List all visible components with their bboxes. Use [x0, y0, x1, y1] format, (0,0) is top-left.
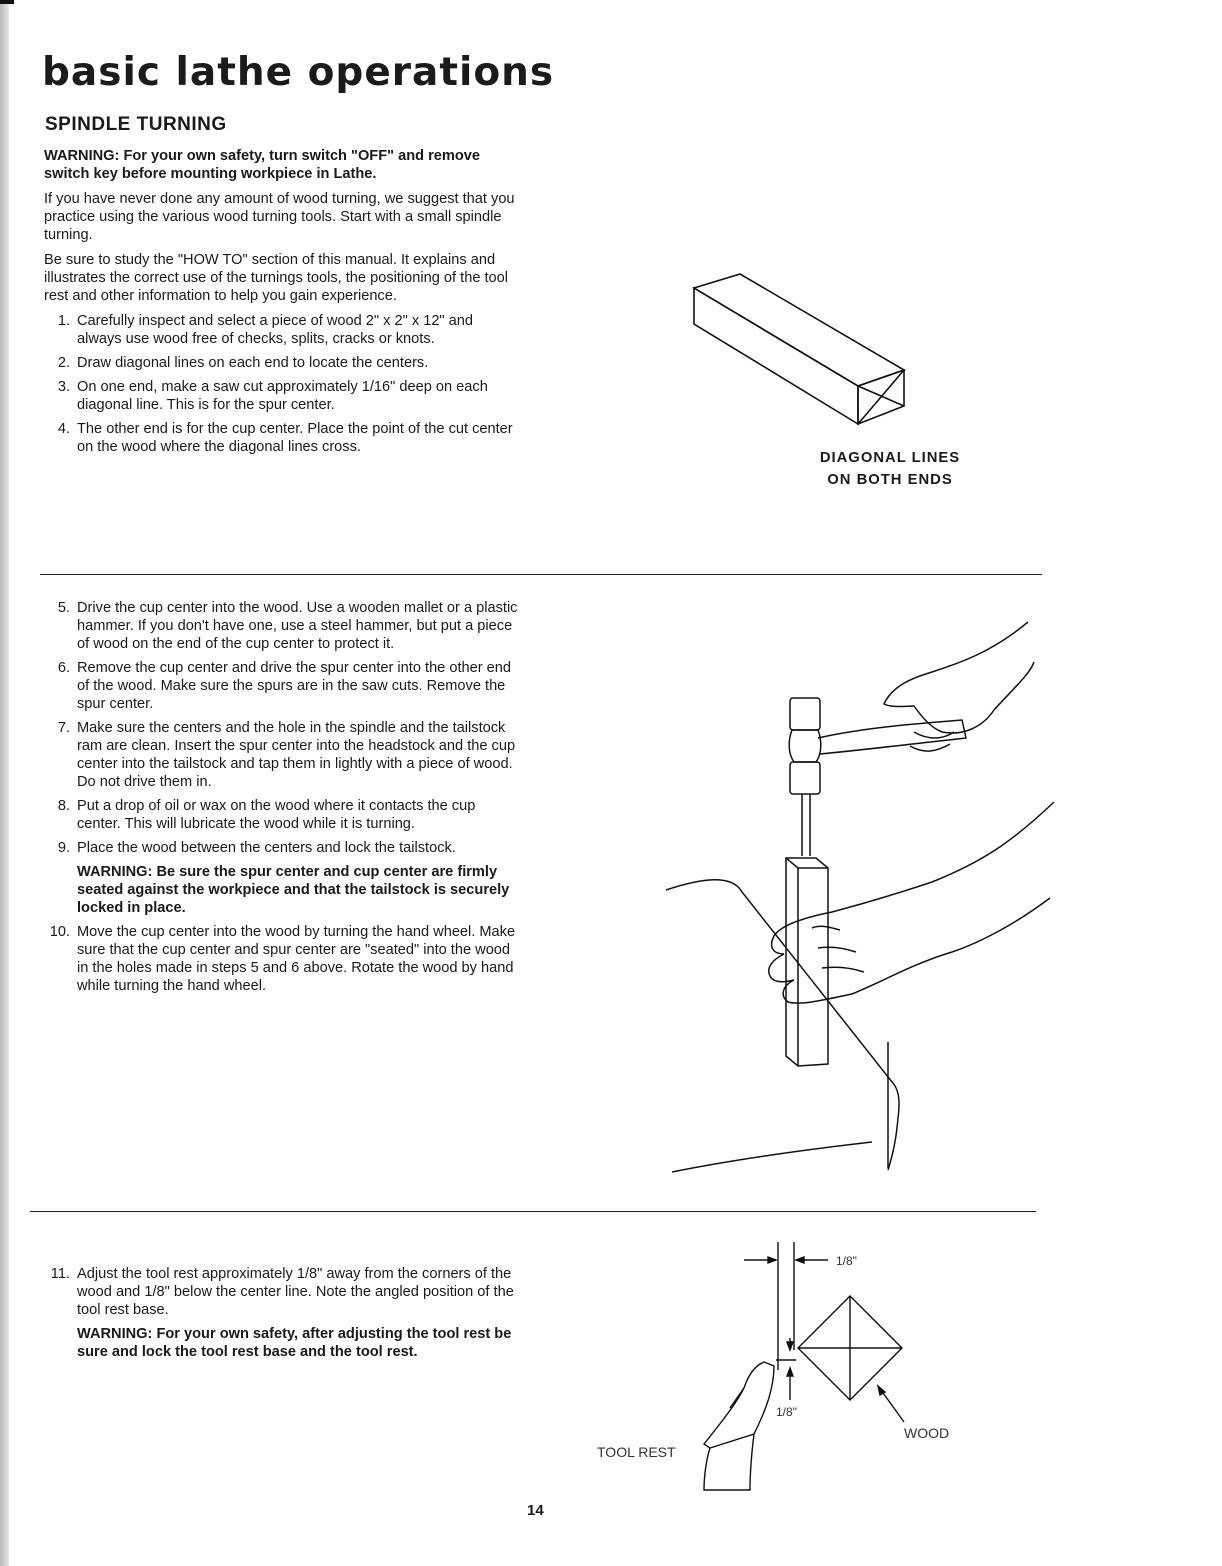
divider: [40, 574, 1042, 575]
step-number: 7.: [57, 720, 70, 736]
step-item: [44, 420, 520, 456]
step-warning: WARNING: For your own safety, after adjusting the tool rest be sure and lock the tool rest base and the tool rest.: [77, 1326, 512, 1360]
step-item: [44, 797, 520, 833]
step-text: The other end is for the cup center. Place the point of the cut center on the wood where the diagonal lines cross.: [77, 421, 513, 455]
scan-edge: [0, 0, 9, 1566]
steps-list-2: [44, 599, 520, 995]
step-number: 3.: [57, 379, 70, 395]
step-text: Adjust the tool rest approximately 1/8" away from the corners of the wood and 1/8" below the center line. Note the angled position of the tool rest base.: [77, 1266, 514, 1318]
divider: [30, 1211, 1036, 1212]
step-item: [44, 378, 520, 414]
lower-hand: [769, 802, 1054, 1003]
caption-line-1: DIAGONAL LINES: [819, 450, 961, 466]
wood-label: WOOD: [904, 1425, 950, 1441]
step-item: [44, 354, 520, 372]
step-item: [44, 923, 520, 995]
step-text: Make sure the centers and the hole in the spindle and the tailstock ram are clean. Insert the spur center into the headstock and the cup center into the tailstock and tap them in lightly with a piece of wood. Do not drive them in.: [77, 720, 516, 790]
step-item: [44, 719, 520, 791]
hammer-head-face: [790, 762, 820, 794]
arrow-head: [787, 1368, 793, 1376]
intro-warning: WARNING: For your own safety, turn switch "OFF" and remove switch key before mounting workpiece in Lathe.: [44, 148, 481, 182]
step-item: [44, 839, 520, 917]
gap-label-bottom: 1/8": [776, 1405, 797, 1419]
step-item: [44, 599, 520, 653]
tool-rest-figure: [700, 1238, 930, 1502]
arrow-head: [787, 1342, 793, 1350]
step-number: 11.: [50, 1266, 70, 1282]
steps-list-1: [44, 312, 520, 456]
tool-rest-top: [704, 1362, 774, 1448]
hammer-head-neck: [789, 730, 821, 762]
arrow-head: [796, 1257, 804, 1263]
figure-caption-block: [776, 447, 1004, 491]
wood-spindle: [786, 858, 828, 1066]
step-text: Place the wood between the centers and lock the tailstock.: [77, 840, 456, 856]
steps-block-2: [44, 599, 520, 1001]
page-title: basic lathe operations: [42, 50, 555, 95]
step-number: 5.: [57, 600, 70, 616]
block-top-face: [694, 274, 904, 386]
caption-line-2: ON BOTH ENDS: [827, 472, 953, 488]
step-text: Drive the cup center into the wood. Use a wooden mallet or a plastic hammer. If you don't have one, use a steel hammer, but put a piece of wood on the end of the cup center to protect it.: [77, 600, 518, 652]
step-item: [44, 659, 520, 713]
step-number: 1.: [57, 313, 70, 329]
step-item: [44, 312, 520, 348]
step-text: On one end, make a saw cut approximately 1/16" deep on each diagonal line. This is for the spur center.: [77, 379, 488, 413]
step-number: 4.: [57, 421, 70, 437]
step-number: 10.: [49, 924, 70, 940]
table-edge: [666, 880, 899, 1170]
step-text: Put a drop of oil or wax on the wood where it contacts the cup center. This will lubricate the wood while it is turning.: [77, 798, 476, 832]
hammer-head-top: [790, 698, 820, 730]
tool-rest-label: TOOL REST: [597, 1444, 676, 1460]
step-text: Remove the cup center and drive the spur center into the other end of the wood. Make sure the spurs are in the saw cuts. Remove the spur center.: [77, 660, 512, 712]
table-surface-line: [672, 1142, 872, 1172]
finger-lines: [812, 926, 864, 972]
upper-hand: [884, 622, 1028, 733]
arrow-head: [768, 1257, 776, 1263]
block-front-face: [694, 288, 858, 424]
step-item: [44, 1265, 520, 1361]
wood-edge: [786, 858, 798, 868]
steps-block-3: [44, 1265, 520, 1367]
lower-arm: [852, 898, 1050, 994]
section-title: SPINDLE TURNING: [45, 114, 227, 135]
step-number: 2.: [57, 355, 70, 371]
step-text: Draw diagonal lines on each end to locate the centers.: [77, 355, 429, 371]
step-warning: WARNING: Be sure the spur center and cup center are firmly seated against the workpiece and that the tailstock is securely locked in place.: [77, 864, 510, 916]
wood-block-figure: [690, 268, 914, 428]
hammer-figure: [662, 612, 1058, 1184]
step-number: 9.: [57, 840, 70, 856]
gap-label-top: 1/8": [836, 1254, 857, 1268]
step-number: 6.: [57, 660, 70, 676]
step-text: Move the cup center into the wood by turning the hand wheel. Make sure that the cup center and spur center are "seated" into the wood in the holes made in steps 5 and 6 above. Rotate the wood by hand while turning the hand wheel.: [77, 924, 516, 994]
step-text: Carefully inspect and select a piece of wood 2" x 2" x 12" and always use wood free of checks, splits, cracks or knots.: [77, 313, 474, 347]
intro-paragraph-1: If you have never done any amount of wood turning, we suggest that you practice using the various wood turning tools. Start with a small spindle turning.: [44, 191, 515, 243]
step-number: 8.: [57, 798, 70, 814]
tool-rest-edge: [730, 1388, 744, 1408]
intro-paragraph-2: Be sure to study the "HOW TO" section of this manual. It explains and illustrates the correct use of the turnings tools, the positioning of the tool rest and other information to help you gain experience.: [44, 252, 509, 304]
steps-list-3: [44, 1265, 520, 1361]
corner-mark: [0, 0, 14, 4]
upper-wrist: [994, 662, 1034, 710]
intro-block: [44, 147, 520, 462]
page-number: 14: [527, 1502, 544, 1519]
